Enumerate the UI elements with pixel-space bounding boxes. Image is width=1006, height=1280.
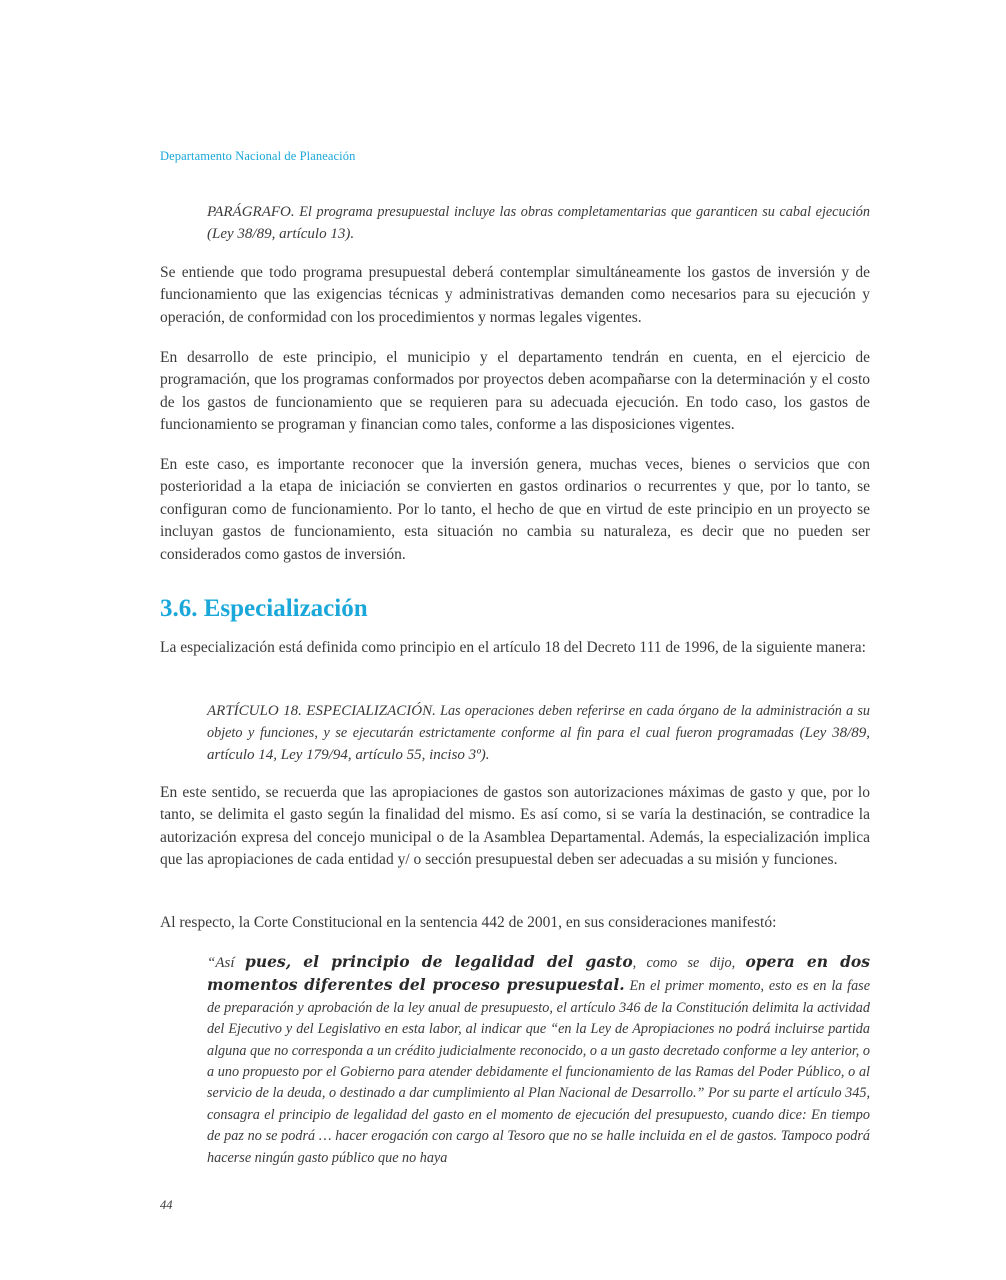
page-number: 44 <box>160 1198 173 1212</box>
quote-corte-open: “Así <box>207 955 245 971</box>
quote-paragrafo-lead: PARÁGRAFO. <box>207 204 295 220</box>
quote-corte <box>207 951 870 1169</box>
quote-articulo-reference: (Ley 38/89, artículo 14, Ley 179/94, artículo 55, inciso 3º). <box>207 725 870 763</box>
paragraph-2: En desarrollo de este principio, el municipio y el departamento tendrán en cuenta, en el ejercicio de programación, que los programas conformados por proyectos deben acompañarse con la determinación y el costo de los gastos de funcionamiento que se requieren para su adecuada ejecución. En todo caso, los gastos de funcionamiento se programan y financian como tales, conforme a las disposiciones vigentes. <box>160 349 870 434</box>
quote-articulo-lead: ARTÍCULO 18. ESPECIALIZACIÓN. <box>207 703 436 719</box>
quote-articulo-text: Las operaciones deben referirse en cada órgano de la administración a su objeto y funciones, y se ejecutarán estrictamente conforme al fin para el cual fueron programadas <box>207 703 870 741</box>
quote-corte-bold-2: opera en dos momentos diferentes del proceso presupuestal. <box>207 952 870 995</box>
quote-paragrafo <box>207 201 870 245</box>
section-heading: 3.6. Especialización <box>160 595 368 622</box>
running-header: Departamento Nacional de Planeación <box>160 149 356 163</box>
paragraph-1: Se entiende que todo programa presupuestal deberá contemplar simultáneamente los gastos de inversión y de funcionamiento que las exigencias técnicas y administrativas demanden como necesarios para su ejecución y operación, de conformidad con los procedimientos y normas legales vigentes. <box>160 264 870 326</box>
quote-articulo <box>207 700 870 766</box>
paragraph-5: En este sentido, se recuerda que las apropiaciones de gastos son autorizaciones máximas de gasto y que, por lo tanto, se delimita el gasto según la finalidad del mismo. Es así como, si se varía la destinación, se contradice la autorización expresa del concejo municipal o de la Asamblea Departamental. Además, la especialización implica que las apropiaciones de cada entidad y/ o sección presupuestal deben ser adecuadas a su misión y funciones. <box>160 784 870 869</box>
quote-paragrafo-reference: (Ley 38/89, artículo 13). <box>207 226 355 242</box>
quote-paragrafo-text: El programa presupuestal incluye las obras completamentarias que garanticen su cabal ejecución <box>294 204 870 220</box>
quote-corte-bold-1: pues, el principio de legalidad del gasto <box>245 952 633 971</box>
quote-corte-rest: En el primer momento, esto es en la fase de preparación y aprobación de la ley anual de presupuesto, el artículo 346 de la Constitución delimita la actividad del Ejecutivo y del Legislativo en esta labor, al indicar que “en la Ley de Apropiaciones no podrá incluirse partida alguna que no corresponda a un crédito judicialmente reconocido, o a un gasto decretado conforme a ley anterior, o a uno propuesto por el Gobierno para atender debidamente el funcionamiento de las Ramas del Poder Público, o al servicio de la deuda, o destinado a dar cumplimiento al Plan Nacional de Desarrollo.” Por su parte el artículo 345, consagra el principio de legalidad del gasto en el momento de ejecución del presupuesto, cuando dice: En tiempo de paz no se podrá … hacer erogación con cargo al Tesoro que no se halle incluida en el de gastos. Tampoco podrá hacerse ningún gasto público que no haya <box>207 978 870 1166</box>
paragraph-4: La especialización está definida como principio en el artículo 18 del Decreto 111 de 1996, de la siguiente manera: <box>160 639 866 656</box>
paragraph-3: En este caso, es importante reconocer que la inversión genera, muchas veces, bienes o servicios que con posterioridad a la etapa de iniciación se convierten en gastos ordinarios o recurrentes y que, por lo tanto, se configuran como de funcionamiento. Por lo tanto, el hecho de que en virtud de este principio en un proyecto se incluyan gastos de funcionamiento, esta situación no cambia su naturaleza, es decir que no pueden ser considerados como gastos de inversión. <box>160 456 870 563</box>
paragraph-6: Al respecto, la Corte Constitucional en la sentencia 442 de 2001, en sus consideraciones manifestó: <box>160 914 777 931</box>
quote-corte-mid: , como se dijo, <box>632 955 746 971</box>
